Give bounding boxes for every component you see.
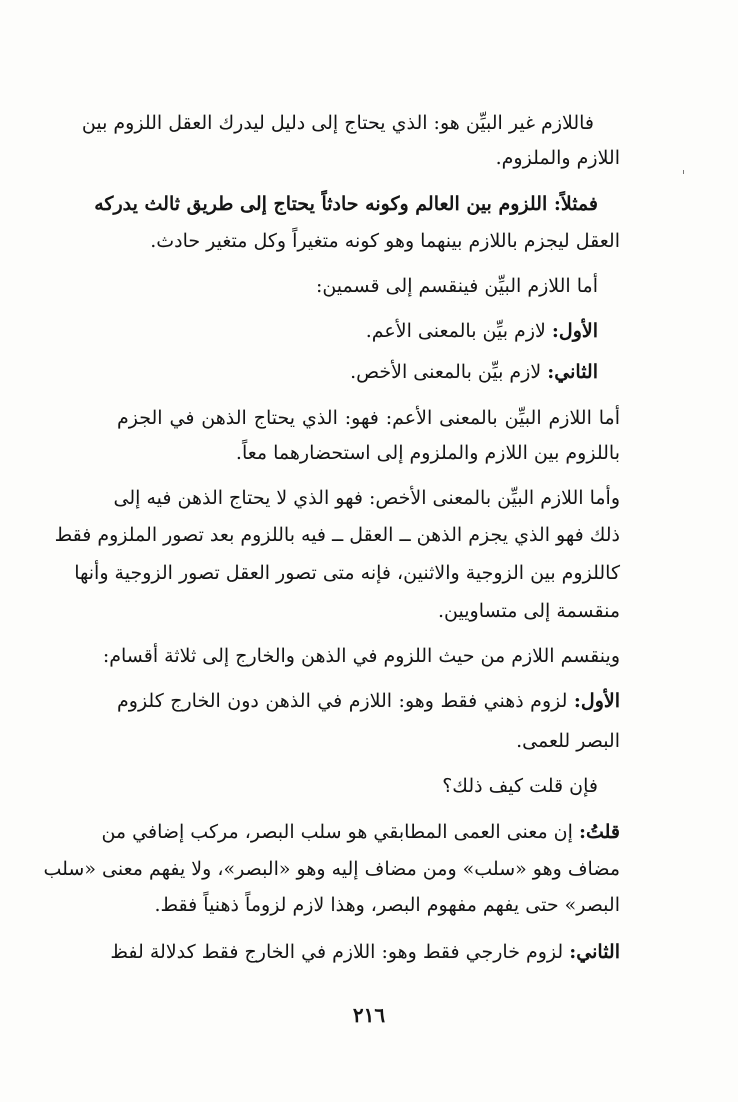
margin-speck [683,170,684,174]
paragraph-line: فمثلاً: اللزوم بين العالم وكونه حادثاً يحتاج إلى طريق ثالث يدركه [94,193,598,215]
list-item: الأول: لزوم ذهني فقط وهو: اللازم في الذهن دون الخارج كلزوم [117,690,620,712]
item-heading: الثاني: [547,361,598,383]
page-number: ٢١٦ [352,1003,386,1027]
item-heading: قلتُ: [578,821,620,843]
list-item: الثاني: لازم بيِّن بالمعنى الأخص. [350,361,598,383]
paragraph-line: كاللزوم بين الزوجية والاثنين، فإنه متى تصور العقل تصور الزوجية وأنها [74,562,620,584]
paragraph-line: وأما اللازم البيِّن بالمعنى الأخص: فهو الذي لا يحتاج الذهن فيه إلى [113,487,620,509]
paragraph-line: فاللازم غير البيِّن هو: الذي يحتاج إلى دليل ليدرك العقل اللزوم بين [81,112,594,134]
item-heading: الثاني: [569,941,620,963]
list-item: الأول: لازم بيِّن بالمعنى الأعم. [365,320,598,342]
list-item: الثاني: لزوم خارجي فقط وهو: اللازم في الخارج فقط كدلالة لفظ [110,941,620,963]
paragraph-line: مضاف وهو «سلب» ومن مضاف إليه وهو «البصر»، ولا يفهم معنى «سلب [43,858,620,880]
paragraph-line: أما اللازم البيِّن فينقسم إلى قسمين: [315,275,598,297]
paragraph-line: أما اللازم البيِّن بالمعنى الأعم: فهو: الذي يحتاج الذهن في الجزم [117,407,620,429]
paragraph-line: منقسمة إلى متساويين. [438,600,620,622]
paragraph-line: فإن قلت كيف ذلك؟ [442,775,598,797]
item-heading: الأول: [551,320,598,342]
list-item: قلتُ: إن معنى العمى المطابقي هو سلب البصر، مركب إضافي من [101,821,620,843]
paragraph-line: وينقسم اللازم من حيث اللزوم في الذهن والخارج إلى ثلاثة أقسام: [102,645,620,667]
paragraph-line: ذلك فهو الذي يجزم الذهن ــ العقل ــ فيه باللزوم بعد تصور الملزوم فقط [54,524,620,546]
paragraph-line: العقل ليجزم باللازم بينهما وهو كونه متغيراً وكل متغير حادث. [150,230,620,252]
paragraph-line: البصر للعمى. [516,730,620,752]
paragraph-line: البصر» حتى يفهم مفهوم البصر، وهذا لازم لزوماً ذهنياً فقط. [154,894,620,916]
paragraph-line: اللازم والملزوم. [495,147,620,169]
item-heading: الأول: [573,690,620,712]
paragraph-line: باللزوم بين اللازم والملزوم إلى استحضارهما معاً. [235,442,620,464]
